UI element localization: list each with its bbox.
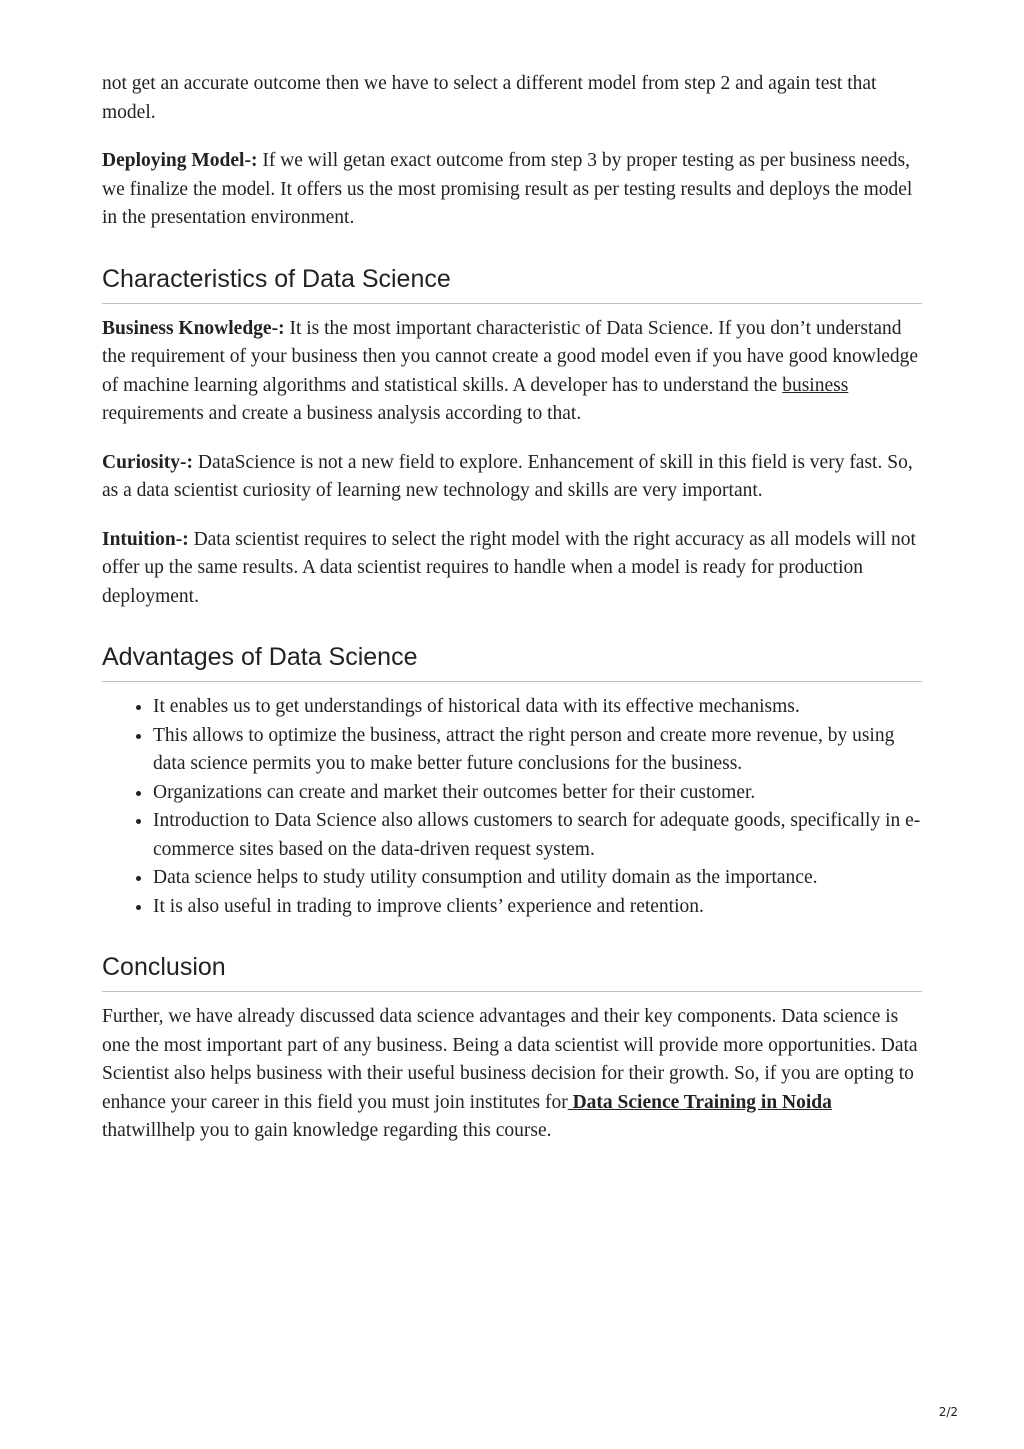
advantages-heading: Advantages of Data Science — [102, 641, 922, 682]
conclusion-heading: Conclusion — [102, 951, 922, 992]
deploying-model-paragraph — [102, 147, 922, 233]
document-page — [102, 70, 922, 1166]
conclusion-paragraph — [102, 1003, 922, 1146]
business-knowledge-text-before: It is the most important characteristic of Data Science. If you don’t understand the requirement of your business then you cannot create a good model even if you have good knowledge of machine learning algorithms and statistical skills. A developer has to understand the — [102, 317, 919, 396]
advantages-list-item: • It is also useful in trading to improve clients’ experience and retention. — [153, 893, 922, 922]
intuition-term: Intuition-: — [102, 528, 189, 550]
advantages-list-item: • Introduction to Data Science also allows customers to search for adequate goods, specifically in e-commerce sites based on the data-driven request system. — [153, 807, 922, 864]
advantages-list-item: • Data science helps to study utility consumption and utility domain as the importance. — [153, 864, 922, 893]
advantages-list-item: • This allows to optimize the business, attract the right person and create more revenue, by using data science permits you to make better future conclusions for the business. — [153, 722, 922, 779]
intuition-text: Data scientist requires to select the right model with the right accuracy as all models will not offer up the same results. A data scientist requires to handle when a model is ready for production deployment. — [102, 528, 916, 607]
intro-text: not get an accurate outcome then we have to select a different model from step 2 and again test that model. — [102, 73, 877, 123]
curiosity-text: DataScience is not a new field to explore. Enhancement of skill in this field is very fast. So, as a data scientist curiosity of learning new technology and skills are very important. — [102, 451, 913, 501]
deploying-model-term: Deploying Model-: — [102, 150, 258, 171]
advantages-list — [102, 693, 922, 921]
curiosity-term: Curiosity-: — [102, 451, 193, 473]
data-science-training-link[interactable] — [568, 1092, 832, 1113]
intro-paragraph — [102, 70, 922, 127]
business-link[interactable]: business — [782, 374, 849, 396]
characteristics-heading: Characteristics of Data Science — [102, 263, 922, 304]
deploying-model-text: If we will getan exact outcome from step 3 by proper testing as per business needs, we finalize the model. It offers us the most promising result as per testing results and deploys the model in the presentation environment. — [102, 150, 913, 228]
data-science-training-link-label: Data Science Training in Noida — [567, 1091, 832, 1113]
business-knowledge-text-after: requirements and create a business analysis according to that. — [102, 403, 582, 424]
business-knowledge-paragraph — [102, 315, 922, 429]
page-number: 2/2 — [938, 1405, 958, 1419]
advantages-list-item: • Organizations can create and market their outcomes better for their customer. — [153, 779, 922, 808]
conclusion-text-before: Further, we have already discussed data science advantages and their key components. Data science is one the most important part of any business. Being a data scientist will provide more opportunities. Data Scientist also helps business with their useful business decision for their growth. So, if you are opting to enhance your career in this field you must join institutes for — [102, 1006, 918, 1113]
advantages-list-item: • It enables us to get understandings of historical data with its effective mechanisms. — [153, 693, 922, 722]
intuition-paragraph — [102, 526, 922, 612]
curiosity-paragraph — [102, 449, 922, 506]
conclusion-text-after: thatwillhelp you to gain knowledge regarding this course. — [102, 1120, 552, 1141]
business-knowledge-term: Business Knowledge-: — [102, 317, 285, 339]
